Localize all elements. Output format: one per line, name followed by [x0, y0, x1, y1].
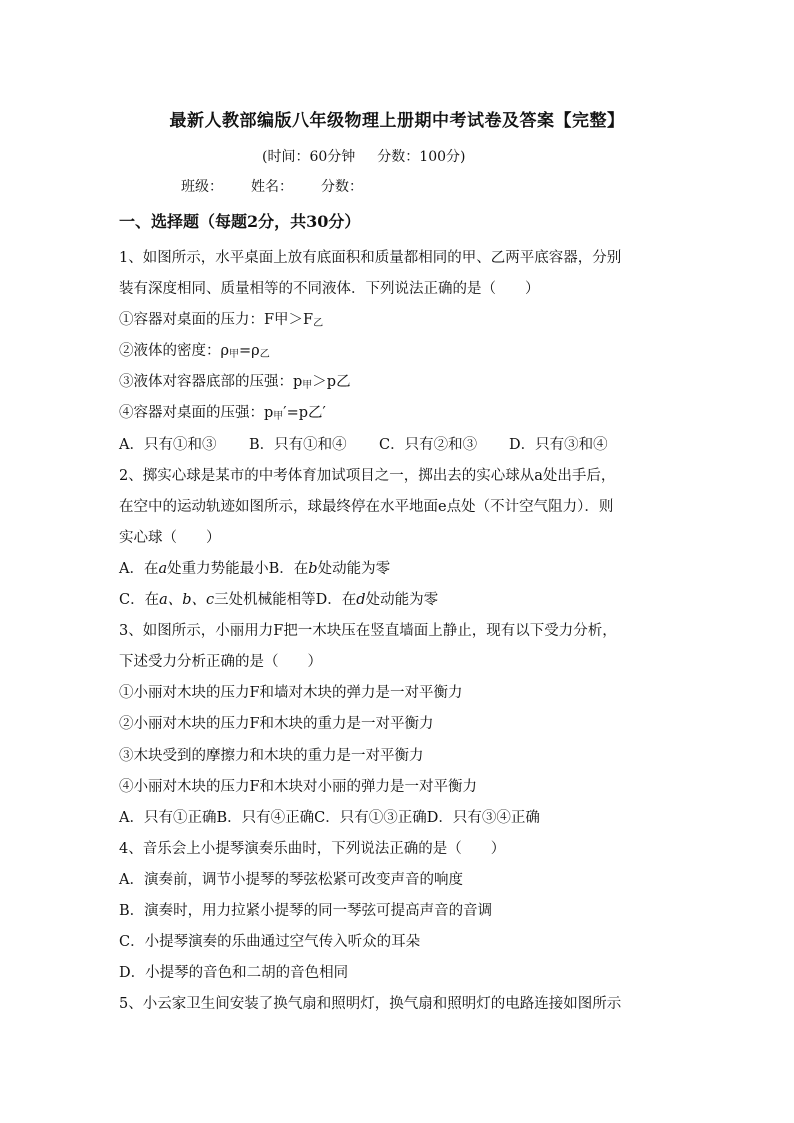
q1-option-a[interactable]: A．只有①和③	[119, 436, 217, 453]
q1-s4-end: ′=p乙′	[283, 405, 326, 422]
q3-options[interactable]: A．只有①正确B．只有④正确C．只有①③正确D．只有③④正确	[119, 809, 540, 826]
q2-cd-part1: C．在	[119, 592, 160, 609]
section-heading: 一、选择题（每题2分，共30分）	[119, 212, 361, 231]
exam-meta	[262, 146, 487, 166]
q2-cd-abc: a、b、c	[159, 592, 215, 609]
q1-s2-sub1: 甲	[229, 349, 240, 361]
q1-statement-2	[119, 336, 679, 367]
q1-options	[119, 430, 679, 461]
q1-option-c[interactable]: C．只有②和③	[379, 436, 478, 453]
student-info	[181, 176, 391, 196]
q1-s2-mid: =ρ	[239, 343, 260, 360]
q4-option-d[interactable]: D．小提琴的音色和二胡的音色相同	[119, 965, 349, 982]
q2-cd-part2: 三处机械能相等D．在	[214, 592, 357, 609]
q3-stem-line1: 3、如图所示，小丽用力F把一木块压在竖直墙面上静止，现有以下受力分析，	[119, 623, 617, 640]
q1-statement-1	[119, 305, 679, 336]
class-label: 班级：	[181, 179, 223, 195]
q3-statement-1: ①小丽对木块的压力F和墙对木块的弹力是一对平衡力	[119, 685, 463, 702]
q1-s3-text: ③液体对容器底部的压强：p	[119, 374, 303, 391]
q4-option-b[interactable]: B．演奏时，用力拉紧小提琴的同一琴弦可提高声音的音调	[119, 902, 493, 919]
q2-ab-part3: 处动能为零	[317, 560, 391, 577]
q1-s2-sub2: 乙	[259, 349, 270, 361]
q2-stem-line2: 在空中的运动轨迹如图所示，球最终停在水平地面e点处（不计空气阻力）．则	[119, 498, 614, 515]
q4-option-a[interactable]: A．演奏前，调节小提琴的琴弦松紧可改变声音的响度	[119, 871, 463, 888]
q1-s1-sub: 乙	[313, 318, 324, 330]
q5-stem-line1: 5、小云家卫生间安装了换气扇和照明灯，换气扇和照明灯的电路连接如图所示	[119, 996, 622, 1013]
q4-option-c[interactable]: C．小提琴演奏的乐曲通过空气传入听众的耳朵	[119, 934, 421, 951]
q2-options-ab[interactable]	[119, 554, 679, 585]
q3-statement-2: ②小丽对木块的压力F和木块的重力是一对平衡力	[119, 716, 434, 733]
q1-s2-text: ②液体的密度：ρ	[119, 343, 230, 360]
q1-s4-sub: 甲	[273, 411, 284, 423]
q3-stem-line2: 下述受力分析正确的是（ ）	[119, 654, 322, 671]
q1-s4-text: ④容器对桌面的压强：p	[119, 405, 274, 422]
exam-title: 最新人教部编版八年级物理上册期中考试卷及答案【完整】	[169, 111, 625, 131]
q4-stem: 4、音乐会上小提琴演奏乐曲时，下列说法正确的是（ ）	[119, 840, 506, 857]
q2-ab-a: a	[158, 560, 168, 577]
name-label: 姓名：	[251, 179, 293, 195]
questions	[119, 243, 679, 1020]
score-info: 分数：100分)	[377, 149, 466, 165]
q2-ab-b: b	[308, 560, 318, 577]
score-label: 分数：	[321, 179, 363, 195]
q2-cd-part3: 处动能为零	[365, 592, 439, 609]
time-info: (时间：60分钟	[262, 149, 356, 165]
q2-ab-part2: 处重力势能最小B．在	[167, 560, 309, 577]
q1-stem-line2: 装有深度相同、质量相等的不同液体．下列说法正确的是（ ）	[119, 281, 540, 298]
q2-options-cd[interactable]	[119, 585, 679, 616]
q1-s3-sub: 甲	[302, 380, 313, 392]
q2-ab-part1: A．在	[119, 560, 159, 577]
q3-statement-3: ③木块受到的摩擦力和木块的重力是一对平衡力	[119, 747, 424, 764]
q1-stem-line1: 1、如图所示，水平桌面上放有底面积和质量都相同的甲、乙两平底容器，分别	[119, 250, 622, 266]
q1-s1-text: ①容器对桌面的压力：F甲＞F	[119, 312, 314, 329]
q1-option-b[interactable]: B．只有①和④	[249, 436, 347, 453]
q3-statement-4: ④小丽对木块的压力F和木块对小丽的弹力是一对平衡力	[119, 778, 478, 795]
q1-s3-end: ＞p乙	[312, 374, 351, 391]
q1-option-d[interactable]: D．只有③和④	[509, 436, 608, 453]
q1-statement-3	[119, 367, 679, 398]
q2-stem-line3: 实心球（ ）	[119, 529, 221, 546]
q1-statement-4	[119, 398, 679, 429]
q2-cd-d: d	[356, 592, 366, 609]
q2-stem-line1: 2、掷实心球是某市的中考体育加试项目之一，掷出去的实心球从a处出手后，	[119, 467, 616, 484]
